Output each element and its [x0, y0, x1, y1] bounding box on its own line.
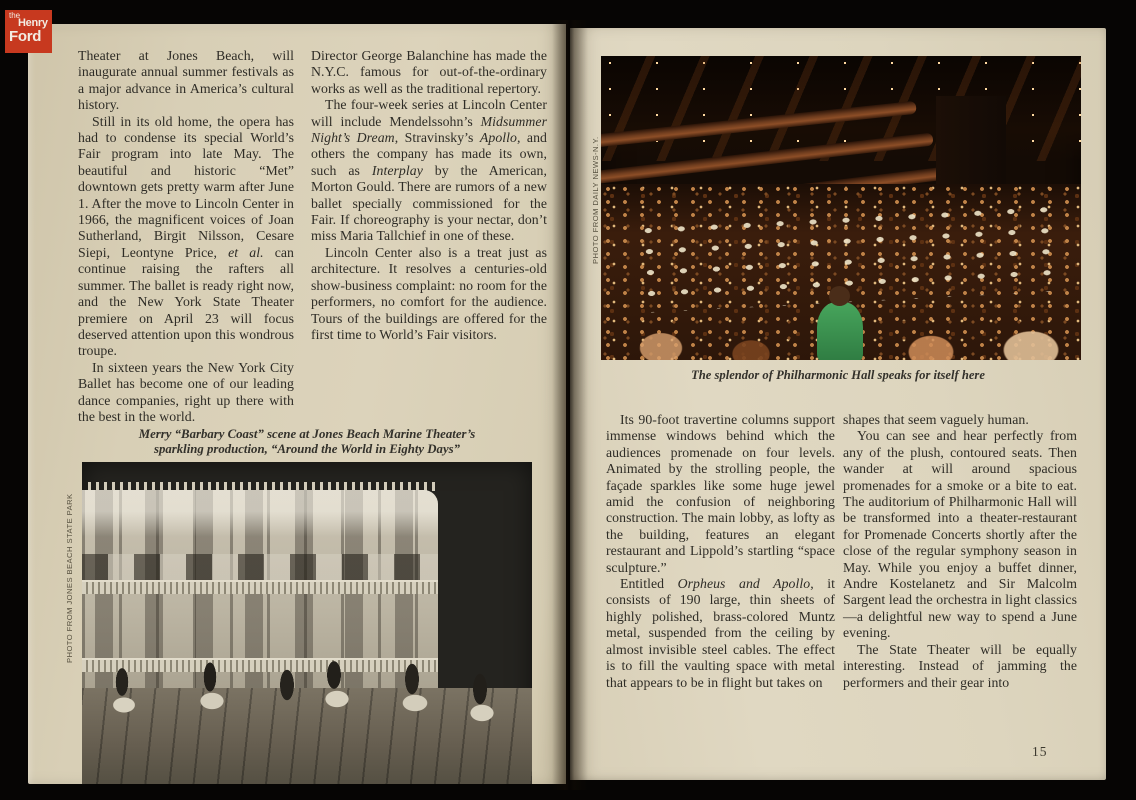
photo-dancers: [82, 637, 532, 752]
paragraph: The State Theater will be equally interesting. Instead of jamming the performers and their gear into: [843, 641, 1077, 690]
left-photo-credit: PHOTO FROM JONES BEACH STATE PARK: [65, 493, 74, 663]
paragraph: Theater at Jones Beach, will inaugurate annual summer festivals as a major advance in America’s cultural history.: [78, 48, 294, 113]
left-page-column-2: [311, 48, 547, 343]
paragraph: Entitled Orpheus and Apollo, it consists of 190 large, thin sheets of highly polished, brass-colored Muntz metal, suspended from the ceiling by almost invisible steel cables. The effect is to fill the vaulting space with metal that appears to be in flight but takes on: [606, 576, 836, 690]
caption-line: Merry “Barbary Coast” scene at Jones Beach Marine Theater’s: [138, 427, 476, 441]
right-page-column-1: [606, 412, 835, 691]
paragraph: Lincoln Center also is a treat just as architecture. It resolves a centuries-old show-business complaint: no room for the performers, no comfort for the audience. Tours of the buildings are offered for the first time to World’s Fair visitors.: [311, 244, 547, 342]
henry-ford-logo: [5, 10, 52, 53]
page-number: 15: [1032, 744, 1048, 759]
philharmonic-hall-photo: [601, 56, 1081, 360]
left-page: [28, 24, 566, 784]
caption-line: sparkling production, “Around the World in Eighty Days”: [153, 441, 460, 456]
paragraph: The four-week series at Lincoln Center will include Mendelssohn’s Midsummer Night’s Dream, Stravinsky’s Apollo, and others the company has made its own, such as Interplay by the American, Morton Gould. There are rumors of a new ballet specially commissioned for the Fair. If choreography is your nectar, don’t miss Maria Tallchief in one of these.: [311, 97, 548, 244]
right-page-column-2: [843, 412, 1077, 691]
paragraph: You can see and hear perfectly from any of the plush, contoured seats. Then wander at will around spacious promenades for a smoke or a bite to eat. The auditorium of Philharmonic Hall will be transformed into a theater-restaurant for Promenade Concerts shortly after the close of the regular symphony season in May. While you enjoy a buffet dinner, Andre Kostelanetz and Sir Malcolm Sargent lead the orchestra in light classics—a delightful new way to spend a June evening.: [843, 428, 1077, 641]
right-page: [570, 28, 1106, 780]
right-photo-credit: PHOTO FROM DAILY NEWS-N.Y.: [591, 136, 600, 264]
photo-foreground-audience: [601, 304, 1081, 360]
paragraph: In sixteen years the New York City Ballet has become one of our leading dance companies, right up there with the best in the world.: [78, 359, 294, 424]
logo-henry-text: Henry: [18, 17, 48, 29]
barbary-coast-photo: [82, 462, 532, 784]
photo-balcony-rail: [82, 580, 438, 594]
logo-ford-text: Ford: [9, 28, 42, 45]
paragraph: Still in its old home, the opera has had to condense its special World’s Fair program into late May. The beautiful and historic “Met” downtown gets pretty warm after June 1. After the move to Lincoln Center in 1966, the magnificent voices of Joan Sutherland, Birgit Nilsson, Cesare Siepi, Leontyne Price, et al. can continue raising the rafters all summer. The ballet is ready right now, and the New York State Theater premiere on April 23 will focus deserved attention upon this wondrous troupe.: [78, 113, 295, 359]
photo-audience-heads: [82, 738, 532, 784]
paragraph: Its 90-foot travertine columns support immense windows behind which the audiences promenade on four levels. Animated by the strolling people, the façade sparkles like some huge jewel amid the confusion of neighboring construction. The main lobby, as lofty as the building, features an elegant restaurant and Lippold’s startling “space sculpture.”: [606, 412, 835, 575]
logo-the-text: the: [9, 11, 21, 20]
barbary-coast-caption: [72, 427, 542, 457]
paragraph: shapes that seem vaguely human.: [843, 412, 1029, 427]
philharmonic-caption: The splendor of Philharmonic Hall speaks for itself here: [691, 368, 985, 382]
photo-window-band: [82, 554, 438, 580]
left-page-column-1: [78, 48, 294, 425]
paragraph: Director George Balanchine has made the N.Y.C. famous for out-of-the-ordinary works as well as the traditional repertory.: [311, 48, 547, 96]
